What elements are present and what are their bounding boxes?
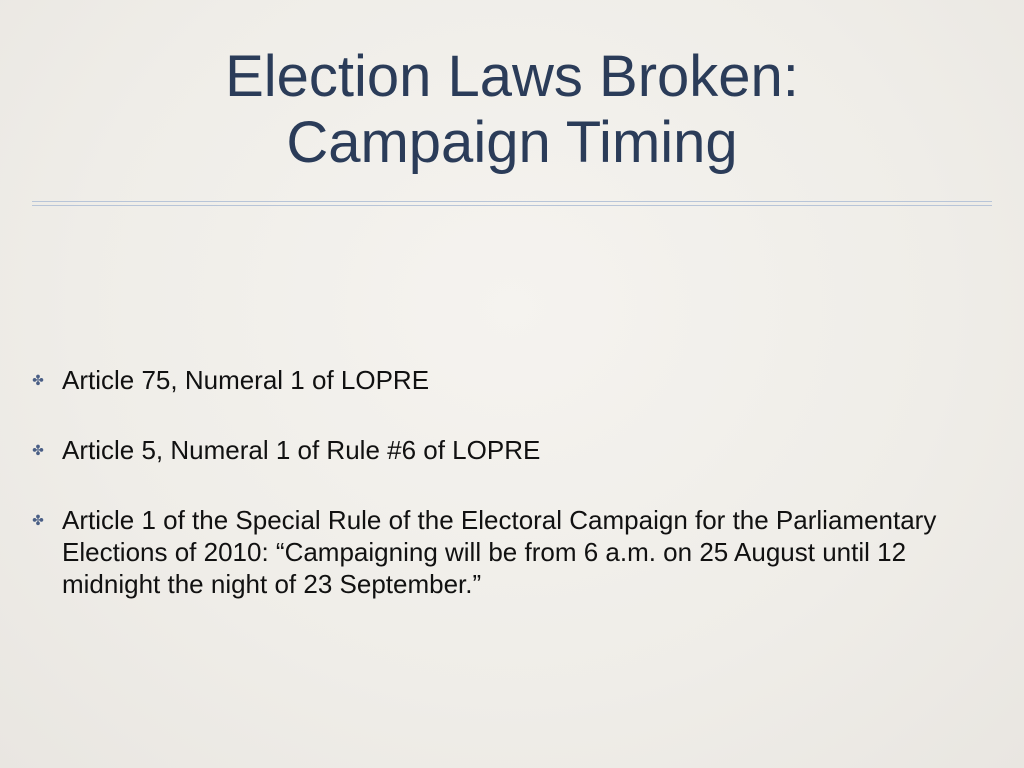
diamond-sparkle-icon: ✤ xyxy=(32,442,44,458)
bullet-text: Article 75, Numeral 1 of LOPRE xyxy=(62,365,430,395)
title-divider xyxy=(32,201,992,206)
bullet-list xyxy=(30,364,990,638)
diamond-sparkle-icon: ✤ xyxy=(32,372,44,388)
bullet-item xyxy=(30,434,990,466)
bullet-item xyxy=(30,364,990,396)
title-line-1: Election Laws Broken: xyxy=(225,44,799,109)
bullet-text: Article 5, Numeral 1 of Rule #6 of LOPRE xyxy=(62,435,541,465)
slide-title xyxy=(0,44,1024,176)
title-line-2: Campaign Timing xyxy=(286,110,738,175)
bullet-item xyxy=(30,504,990,600)
bullet-text: Article 1 of the Special Rule of the Electoral Campaign for the Parliamentary Elections of 2010: “Campaigning will be from 6 a.m. on 25 August until 12 midnight the night of 23 September.” xyxy=(62,505,937,599)
diamond-sparkle-icon: ✤ xyxy=(32,512,44,528)
